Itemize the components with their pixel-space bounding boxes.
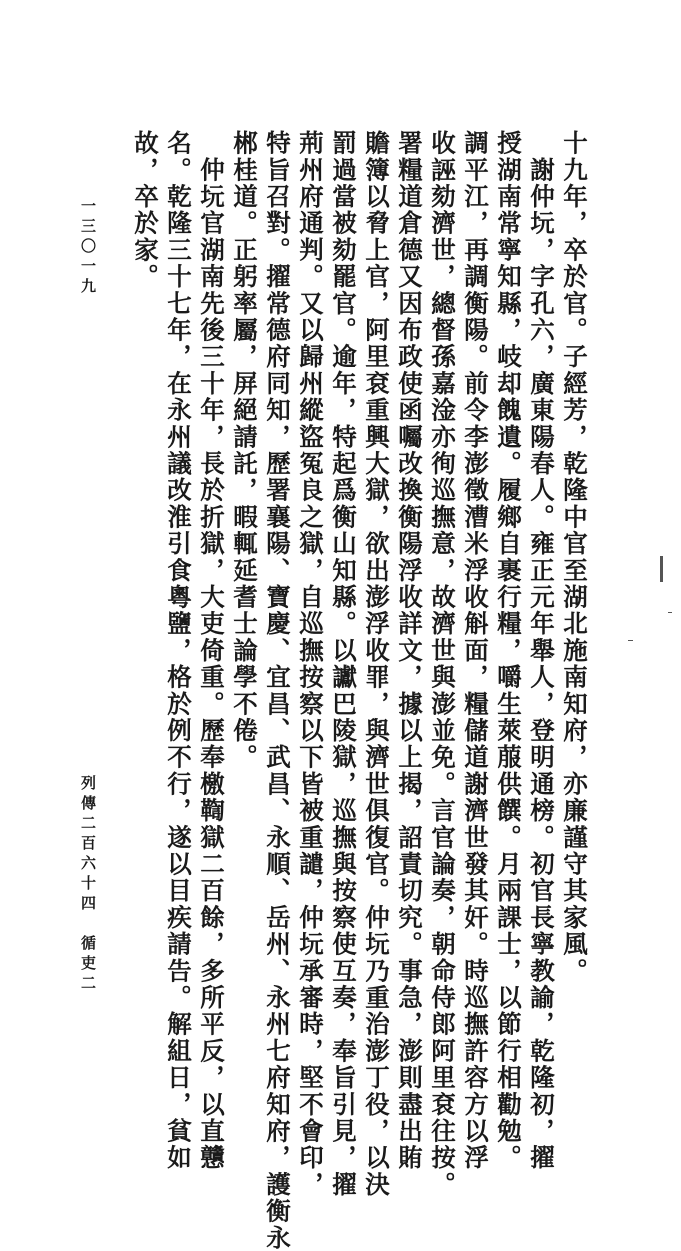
section-title: 列傳二百六十四 循吏二 <box>79 775 97 995</box>
text-column-4: 調平江，再調衡陽。前令李澎徵漕米浮收斛面，糧儲道謝濟世發其奸。時巡撫許容方以浮 <box>461 130 490 1172</box>
margin-scan-mark <box>628 640 633 641</box>
margin-scan-mark <box>668 612 672 613</box>
text-column-2: 謝仲坃，字孔六，廣東陽春人。雍正元年舉人，登明通榜。初官長寧教諭，乾隆初，擢 <box>527 130 556 1172</box>
text-column-5: 收誣劾濟世，總督孫嘉淦亦徇巡撫意，故濟世與澎並免。言官論奏，朝命侍郎阿里袞往按。 <box>428 130 457 1198</box>
margin-scan-mark <box>660 556 663 582</box>
text-column-1: 十九年，卒於官。子經芳，乾隆中官至湖北施南知府，亦廉謹守其家風。 <box>560 130 589 985</box>
text-column-12: 仲坃官湖南先後三十年，長於折獄，大吏倚重。歷奉檄鞫獄二百餘，多所平反，以直戇 <box>197 130 226 1172</box>
text-column-10: 特旨召對。擢常德府同知，歷署襄陽、寶慶、宜昌、武昌、永順、岳州、永州七府知府，護衡永 <box>263 130 292 1251</box>
text-column-7: 贍簿以脅上官，阿里袞重興大獄，欲出澎浮收罪，與濟世俱復官。仲坃乃重治澎丁役，以決 <box>362 130 391 1198</box>
text-column-3: 授湖南常寧知縣，岐却餽遺。履鄉自裹行糧，嚼生萊菔供饌。月兩課士，以節行相勸勉。 <box>494 130 523 1172</box>
text-column-13: 名。乾隆三十七年，在永州議改淮引食粵鹽，格於例不行，遂以目疾請告。解組日，貧如 <box>164 130 193 1172</box>
text-column-9: 荊州府通判。又以歸州縱盜冤良之獄，自巡撫按察以下皆被重譴，仲坃承審時，堅不會印， <box>296 130 325 1198</box>
page-number: 一三〇一九 <box>79 198 97 298</box>
text-column-14: 故，卒於家。 <box>131 130 160 291</box>
text-column-8: 罰過當被劾罷官。逾年，特起爲衡山知縣。以讞巴陵獄，巡撫與按察使互奏，奉旨引見，擢 <box>329 130 358 1198</box>
text-column-6: 署糧道倉德又因布政使函囑改換衡陽浮收詳文，據以上揭，詔責切究。事急，澎則盡出賄 <box>395 130 424 1172</box>
text-column-11: 郴桂道。正躬率屬，屏絕請託，暇輒延耆士論學不倦。 <box>230 130 259 771</box>
